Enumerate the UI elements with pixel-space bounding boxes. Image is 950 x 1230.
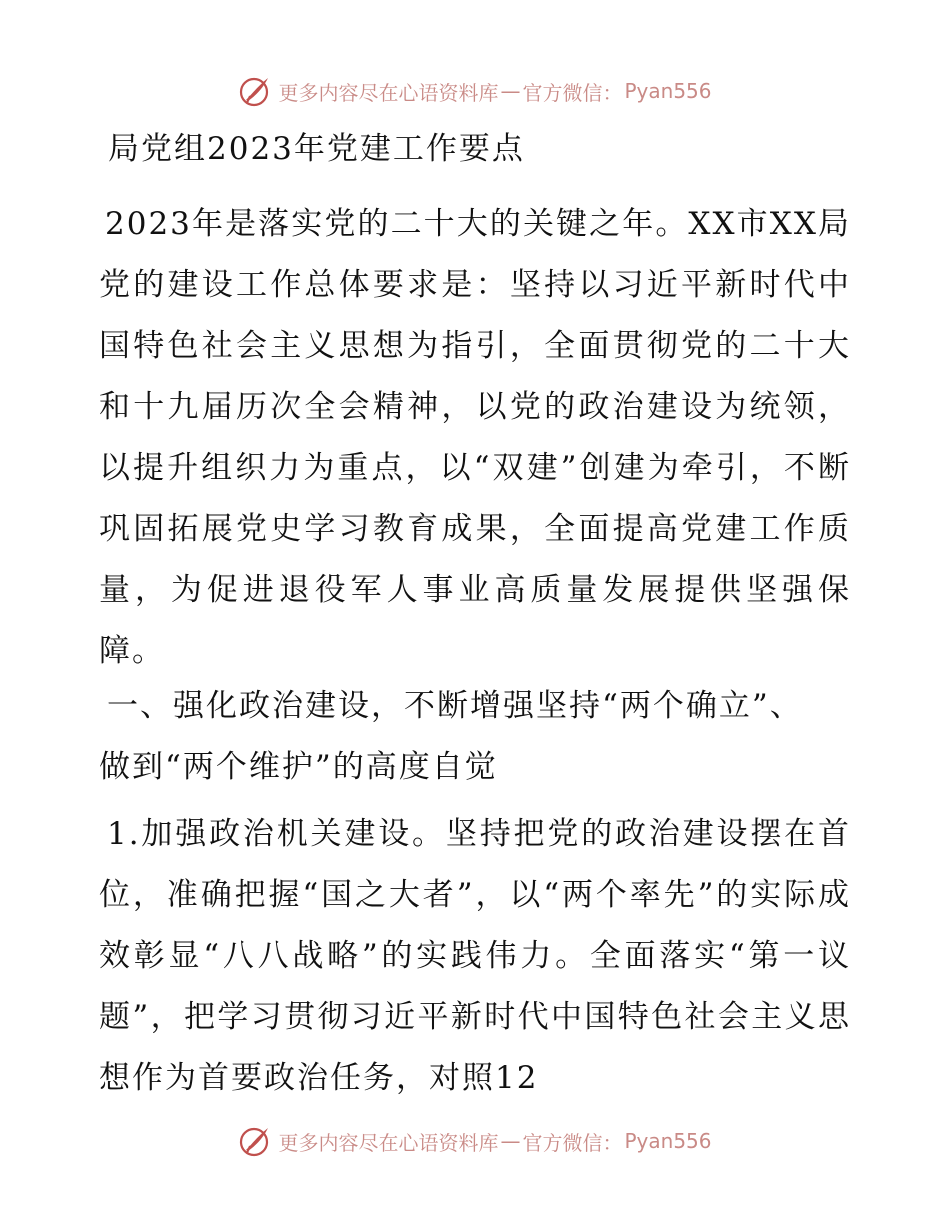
watermark-contact-label: 官方微信： xyxy=(522,1130,623,1155)
watermark-text: 更多内容尽在心语资料库 xyxy=(278,1130,499,1155)
watermark-text: 更多内容尽在心语资料库 xyxy=(278,80,499,105)
watermark-separator: — xyxy=(500,79,521,103)
watermark-contact-id: Pyan556 xyxy=(624,79,712,103)
item-paragraph-1: 1.加强政治机关建设。坚持把党的政治建设摆在首位，准确把握“国之大者”，以“两个率先”的实际成效彰显“八八战略”的实践伟力。全面落实“第一议题”，把学习贯彻习近平新时代中国特色社会主义思想作为首要政治任务，对照12 xyxy=(99,816,851,1096)
feather-pen-circle-icon xyxy=(238,74,272,108)
watermark-contact-id: Pyan556 xyxy=(624,1129,712,1153)
intro-paragraph: 2023年是落实党的二十大的关键之年。XX市XX局党的建设工作总体要求是：坚持以习近平新时代中国特色社会主义思想为指引，全面贯彻党的二十大和十九届历次全会精神，以党的政治建设为统领，以提升组织力为重点，以“双建”创建为牵引，不断巩固拓展党史学习教育成果，全面提高党建工作质量，为促进退役军人事业高质量发展提供坚强保障。 xyxy=(99,206,851,669)
watermark-footer xyxy=(0,1124,950,1158)
feather-pen-circle-icon xyxy=(238,1124,272,1158)
watermark-separator: — xyxy=(500,1129,521,1153)
watermark-header xyxy=(0,74,950,108)
watermark-contact-label: 官方微信： xyxy=(522,80,623,105)
section-heading-1: 一、强化政治建设，不断增强坚持“两个确立”、做到“两个维护”的高度自觉 xyxy=(99,688,803,785)
document-title: 局党组2023年党建工作要点 xyxy=(108,131,525,167)
